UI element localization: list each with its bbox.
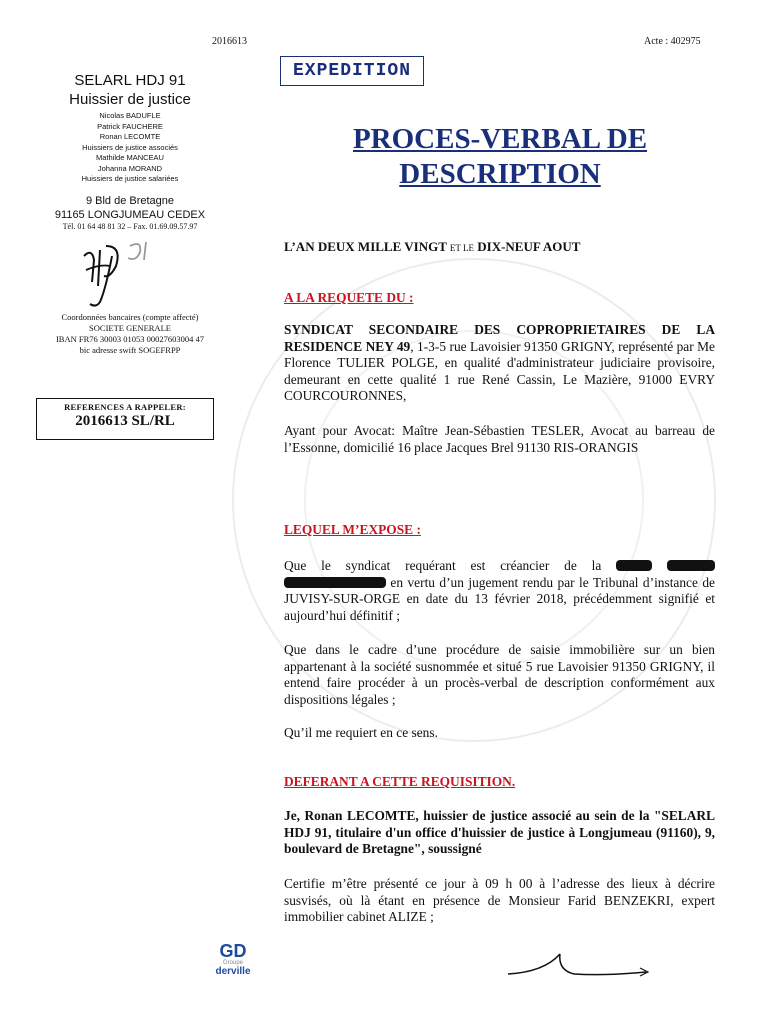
references-value: 2016613 SL/RL (75, 413, 175, 429)
derville-logo: GD Groupe derville (215, 941, 251, 977)
hdj-signature-logo (70, 236, 170, 310)
firm-name: SELARL HDJ 91 (74, 72, 186, 89)
certifie-paragraph: Certifie m’être présenté ce jour à 09 h 00 à l’adresse des lieux à décrire susvisés, où là étant en présence de Monsieur Farid BENZEKRI, expert immobilier cabinet ALIZE ; (284, 876, 715, 924)
redaction-bar (284, 577, 386, 588)
page-title: PROCES-VERBAL DE DESCRIPTION (352, 123, 648, 190)
avocat-paragraph: Ayant pour Avocat: Maître Jean-Sébastien TESLER, Avocat au barreau de l’Essonne, domicilié 16 place Jacques Brel 91130 RIS-ORANGIS (284, 423, 715, 455)
procedure-paragraph: Que dans le cadre d’une procédure de saisie immobilière sur un bien appartenant à la société susnommée et situé 5 rue Lavoisier 91350 GRIGNY, il entend faire procéder à un procès-verbal de description conformément aux dispositions légales ; (284, 642, 715, 707)
firm-staff-list: Nicolas BADUFLE Patrick FAUCHERE Ronan LECOMTE Huissiers de justice associés Mathilde MANCEAU Johanna MORAND Huissiers de justice salariées (81, 111, 179, 183)
acte-number: Acte : 402975 (644, 36, 701, 47)
requete-heading: A LA REQUETE DU : (284, 290, 414, 305)
date-line: L’AN DEUX MILLE VINGT ET LE DIX-NEUF AOUT (284, 239, 581, 254)
huissier-identity-paragraph: Je, Ronan LECOMTE, huissier de justice associé au sein de la "SELARL HDJ 91, titulaire d'un office d'huissier de justice à Longjumeau (91160), 9, boulevard de Bretagne", soussigné (284, 808, 715, 856)
file-number: 2016613 (212, 36, 247, 47)
firm-phone: Tél. 01 64 48 81 32 – Fax. 01.69.09.57.97 (62, 222, 198, 231)
requiert-paragraph: Qu’il me requiert en ce sens. (284, 725, 438, 740)
expose-heading: LEQUEL M’EXPOSE : (284, 522, 421, 537)
deferant-heading: DEFERANT A CETTE REQUISITION. (284, 774, 516, 789)
signature-mark (504, 946, 654, 986)
references-label: REFERENCES A RAPPELER: (64, 402, 186, 412)
redaction-bar (667, 560, 715, 571)
references-box (36, 398, 214, 440)
requerant-paragraph: SYNDICAT SECONDAIRE DES COPROPRIETAIRES DE LA RESIDENCE NEY 49, 1-3-5 rue Lavoisier 91350 GRIGNY, représenté par Me Florence TULIER POLGE, en qualité d'administrateur judiciaire provisoire, demeurant en cette qualité 1 rue René Cassin, Le Mazière, 91000 EVRY COURCOURONNES, (284, 322, 715, 403)
creance-paragraph: Que le syndicat requérant est créancier de la en vertu d’un jugement rendu par le Tribunal d’instance de JUVISY-SUR-ORGE en date du 13 février 2018, précédemment signifié et aujourd’hui définitif ; (284, 558, 715, 623)
redaction-bar (616, 560, 652, 571)
firm-address: 9 Bld de Bretagne 91165 LONGJUMEAU CEDEX (54, 195, 206, 221)
bank-details: Coordonnées bancaires (compte affecté) SOCIETE GENERALE IBAN FR76 30003 01053 00027603004 47 bic adresse swift SOGEFRPP (55, 312, 205, 355)
firm-role: Huissier de justice (69, 91, 191, 108)
expedition-stamp: EXPEDITION (280, 56, 424, 86)
